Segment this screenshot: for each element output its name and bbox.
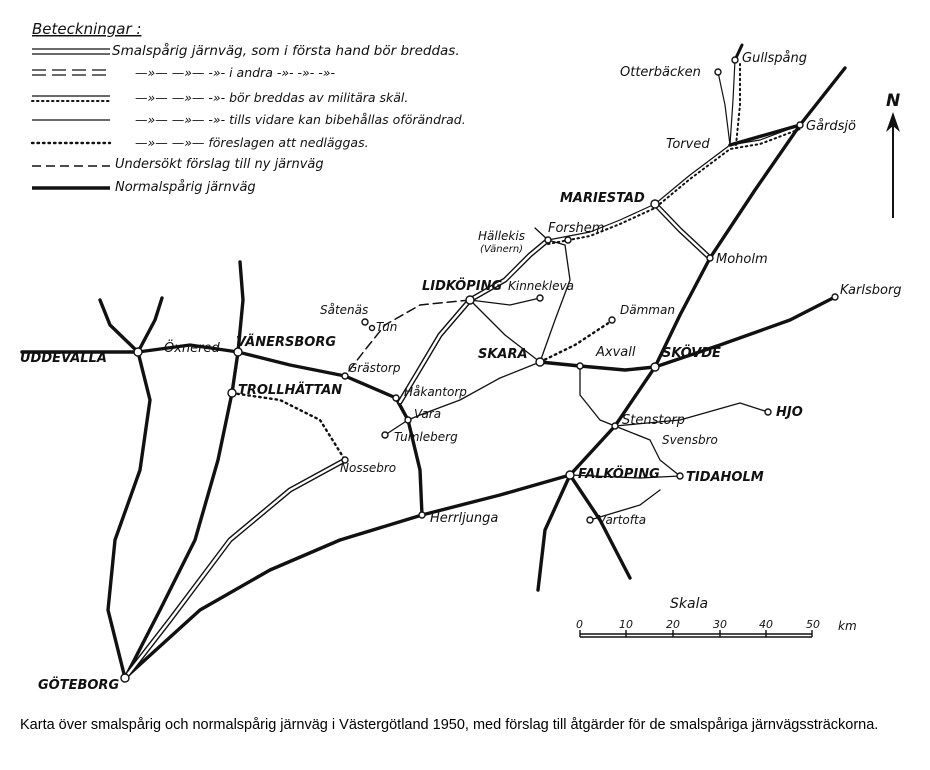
- map-caption: Karta över smalspårig och normalspårig järnväg i Västergötland 1950, med förslag till åtgärder för de smalspåriga järnvägssträckorna.: [20, 717, 879, 733]
- legend-symbol-double-rail: [32, 49, 110, 54]
- station-falkoping: [566, 471, 574, 479]
- north-arrow: [886, 91, 900, 218]
- legend-title: Beteckningar :: [32, 20, 142, 38]
- label-mariestad: MARIESTAD: [560, 191, 645, 206]
- label-tumleberg: Tumleberg: [394, 430, 458, 444]
- station-forshem: [565, 237, 571, 243]
- station-satenas: [362, 319, 368, 325]
- stations: [121, 57, 838, 682]
- scale-title: Skala: [670, 596, 709, 612]
- legend-symbol-dotted-rail: [32, 96, 110, 101]
- label-vanern: (Vänern): [480, 244, 524, 255]
- label-moholm: Moholm: [716, 252, 768, 267]
- station-lidkoping: [466, 296, 474, 304]
- scale-tick-40: 40: [759, 618, 773, 631]
- station-skovde: [651, 363, 659, 371]
- station-tun: [370, 326, 375, 331]
- station-tidaholm: [677, 473, 683, 479]
- label-vara: Vara: [414, 407, 442, 421]
- label-lidkoping: LIDKÖPING: [422, 279, 503, 294]
- legend-label-4: —»— —»— -»- tills vidare kan bibehållas oförändrad.: [135, 112, 466, 127]
- station-uddevalla: [134, 348, 142, 356]
- station-moholm: [707, 255, 713, 261]
- station-stenstorp: [612, 423, 618, 429]
- station-kinnekleva: [537, 295, 543, 301]
- label-svensbro: Svensbro: [662, 433, 718, 447]
- station-axvall: [577, 363, 583, 369]
- label-oxnered: Öxnered: [164, 341, 220, 356]
- station-damman: [609, 317, 615, 323]
- label-torved: Torved: [666, 137, 710, 152]
- label-uddevalla: UDDEVALLA: [20, 351, 107, 366]
- station-hakantorp: [393, 395, 399, 401]
- label-axvall: Axvall: [596, 345, 636, 360]
- label-goteborg: GÖTEBORG: [38, 678, 120, 693]
- legend-label-7: Normalspårig järnväg: [115, 180, 256, 195]
- label-kinnekleva: Kinnekleva: [508, 279, 574, 293]
- label-skovde: SKÖVDE: [662, 346, 721, 361]
- legend: [32, 20, 466, 195]
- station-karlsborg: [832, 294, 838, 300]
- legend-symbol-double-dashed: [32, 70, 110, 75]
- legend-label-6: Undersökt förslag till ny järnväg: [115, 157, 324, 172]
- label-hakantorp: Håkantorp: [404, 385, 467, 399]
- scale-unit: km: [838, 619, 857, 633]
- label-vartofta: Vartofta: [598, 513, 647, 527]
- scale-tick-30: 30: [713, 618, 727, 631]
- label-falkoping: FALKÖPING: [578, 467, 660, 482]
- station-skara: [536, 358, 544, 366]
- station-gardsjo: [797, 122, 803, 128]
- station-gullspang: [732, 57, 738, 63]
- label-hjo: HJO: [776, 405, 803, 420]
- station-hallekis: [545, 237, 551, 243]
- station-otterbacken: [715, 69, 721, 75]
- north-label: N: [886, 91, 901, 111]
- label-otterbacken: Otterbäcken: [620, 65, 701, 80]
- legend-label-5: —»— —»— föreslagen att nedläggas.: [135, 135, 369, 150]
- station-goteborg: [121, 674, 129, 682]
- station-herrljunga: [419, 512, 425, 518]
- scale-tick-50: 50: [806, 618, 820, 631]
- label-satenas: Såtenäs: [320, 303, 369, 317]
- label-tun: Tun: [376, 320, 398, 334]
- label-tidaholm: TIDAHOLM: [686, 470, 764, 485]
- label-karlsborg: Karlsborg: [840, 283, 902, 298]
- label-herrljunga: Herrljunga: [430, 511, 499, 526]
- label-hallekis: Hällekis: [478, 229, 525, 243]
- station-vartofta: [587, 517, 593, 523]
- legend-label-2: —»— —»— -»- i andra -»- -»- -»-: [135, 65, 335, 80]
- label-skara: SKARA: [478, 347, 528, 362]
- station-hjo: [765, 409, 771, 415]
- station-tumleberg: [382, 432, 388, 438]
- label-grastorp: Grästorp: [348, 361, 401, 375]
- label-forshem: Forshem: [548, 221, 605, 236]
- label-trollhattan: TROLLHÄTTAN: [238, 383, 343, 398]
- scale-bar: [576, 596, 857, 637]
- scale-tick-20: 20: [666, 618, 680, 631]
- station-vara: [405, 417, 411, 423]
- legend-label-3: —»— —»— -»- bör breddas av militära skäl.: [135, 90, 409, 105]
- label-stenstorp: Stenstorp: [622, 413, 686, 428]
- label-gullspang: Gullspång: [742, 51, 808, 66]
- station-trollhattan: [228, 389, 236, 397]
- label-gardsjo: Gårdsjö: [806, 119, 856, 134]
- legend-label-1: Smalspårig järnväg, som i första hand bör breddas.: [112, 43, 460, 59]
- label-damman: Dämman: [620, 303, 675, 317]
- label-vanersborg: VÄNERSBORG: [236, 335, 337, 350]
- station-mariestad: [651, 200, 659, 208]
- scale-tick-0: 0: [576, 618, 583, 631]
- label-nossebro: Nossebro: [340, 461, 397, 475]
- scale-tick-10: 10: [619, 618, 633, 631]
